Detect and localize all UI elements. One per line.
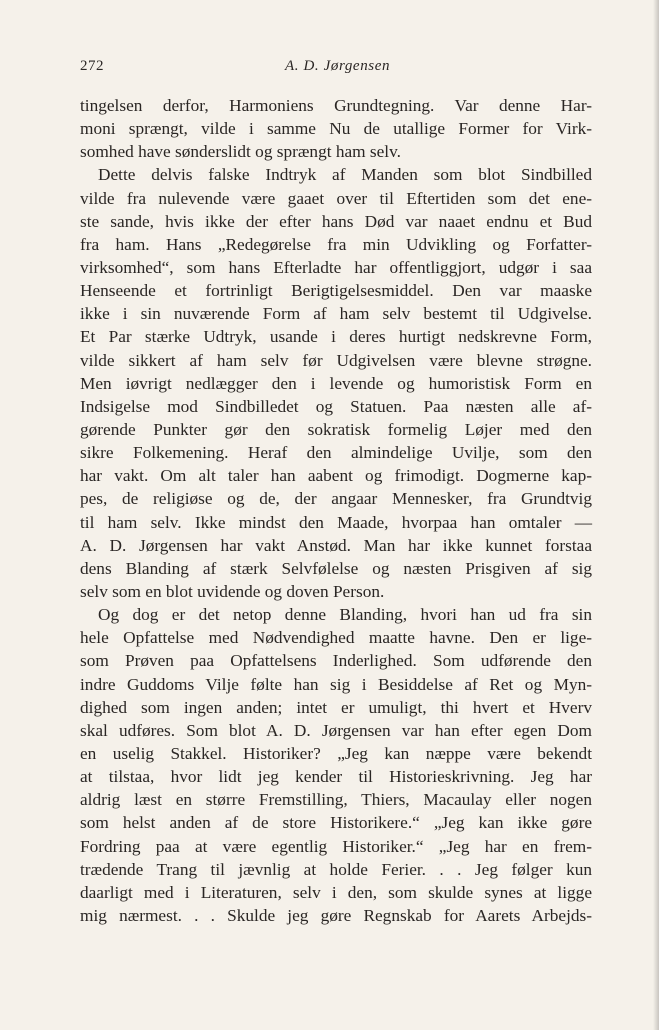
text-line: moni sprængt, vilde i samme Nu de utallige Former for Virk- — [80, 119, 592, 139]
text-line: trædende Trang til jævnlig at holde Ferier. . . Jeg følger kun — [80, 859, 592, 879]
body-text — [80, 94, 592, 927]
text-line: vilde sikkert af ham selv før Udgivelsen være blevne strøgne. — [80, 350, 592, 370]
text-line: pes, de religiøse og de, der angaar Mennesker, fra Grundtvig — [80, 489, 592, 509]
text-line: A. D. Jørgensen har vakt Anstød. Man har ikke kunnet forstaa — [80, 535, 592, 555]
text-line: Fordring paa at være egentlig Historiker.“ „Jeg har en frem- — [80, 836, 592, 856]
text-line: Et Par stærke Udtryk, usande i deres hurtigt nedskrevne Form, — [80, 327, 592, 347]
text-line: Og dog er det netop denne Blanding, hvori han ud fra sin — [98, 605, 592, 625]
page-edge-shadow — [653, 0, 659, 1030]
text-line: dighed som ingen anden; intet er umuligt, thi hvert et Hverv — [80, 697, 592, 717]
text-line: selv som en blot uvidende og doven Person. — [80, 581, 385, 601]
text-line: har vakt. Om alt taler han aabent og frimodigt. Dogmerne kap- — [80, 466, 592, 486]
text-line: somhed have sønderslidt og sprængt ham selv. — [80, 142, 401, 162]
text-line: gørende Punkter gør den sokratisk formelig Løjer med den — [80, 419, 592, 439]
text-line: som helst anden af de store Historikere.“ „Jeg kan ikke gøre — [80, 813, 592, 833]
text-line: Indsigelse mod Sindbilledet og Statuen. Paa næsten alle af- — [80, 396, 592, 416]
page-number: 272 — [80, 58, 104, 74]
text-line: ikke i sin nuværende Form af ham selv bestemt til Udgivelse. — [80, 304, 592, 324]
text-line: dens Blanding af stærk Selvfølelse og næsten Prisgiven af sig — [80, 558, 592, 578]
text-line: Men iøvrigt nedlægger den i levende og humoristisk Form en — [80, 373, 592, 393]
text-line: til ham selv. Ikke mindst den Maade, hvorpaa han omtaler — — [80, 512, 592, 532]
text-line: fra ham. Hans „Redegørelse fra min Udvikling og Forfatter- — [80, 234, 592, 254]
text-line: at tilstaa, hvor lidt jeg kender til Historieskrivning. Jeg har — [80, 767, 592, 787]
running-head: A. D. Jørgensen — [285, 58, 391, 74]
text-line: virksomhed“, som hans Efterladte har offentliggjort, udgør i saa — [80, 257, 592, 277]
text-line: vilde fra nulevende være gaaet over til Eftertiden som det ene- — [80, 188, 592, 208]
text-line: tingelsen derfor, Harmoniens Grundtegning. Var denne Har- — [80, 96, 592, 115]
text-line: Henseende et fortrinligt Berigtigelsesmiddel. Den var maaske — [80, 281, 592, 301]
text-line: daarligt med i Literaturen, selv i den, som skulde synes at ligge — [80, 882, 592, 902]
text-line: mig nærmest. . . Skulde jeg gøre Regnskab for Aarets Arbejds- — [80, 905, 592, 925]
text-line: ste sande, hvis ikke der efter hans Død var naaet endnu et Bud — [80, 211, 592, 231]
text-line: Dette delvis falske Indtryk af Manden som blot Sindbilled — [98, 165, 592, 185]
text-line: skal udføres. Som blot A. D. Jørgensen var han efter egen Dom — [80, 720, 592, 740]
text-line: en uselig Stakkel. Historiker? „Jeg kan næppe være bekendt — [80, 743, 592, 763]
page-header — [80, 58, 590, 82]
text-line: indre Guddoms Vilje følte han sig i Besiddelse af Ret og Myn- — [80, 674, 592, 694]
text-line: aldrig læst en større Fremstilling, Thiers, Macaulay eller nogen — [80, 790, 592, 810]
text-line: hele Opfattelse med Nødvendighed maatte havne. Den er lige- — [80, 628, 592, 648]
text-line: som Prøven paa Opfattelsens Inderlighed. Som udførende den — [80, 651, 592, 671]
text-line: sikre Folkemening. Heraf den almindelige Uvilje, som den — [80, 443, 592, 463]
